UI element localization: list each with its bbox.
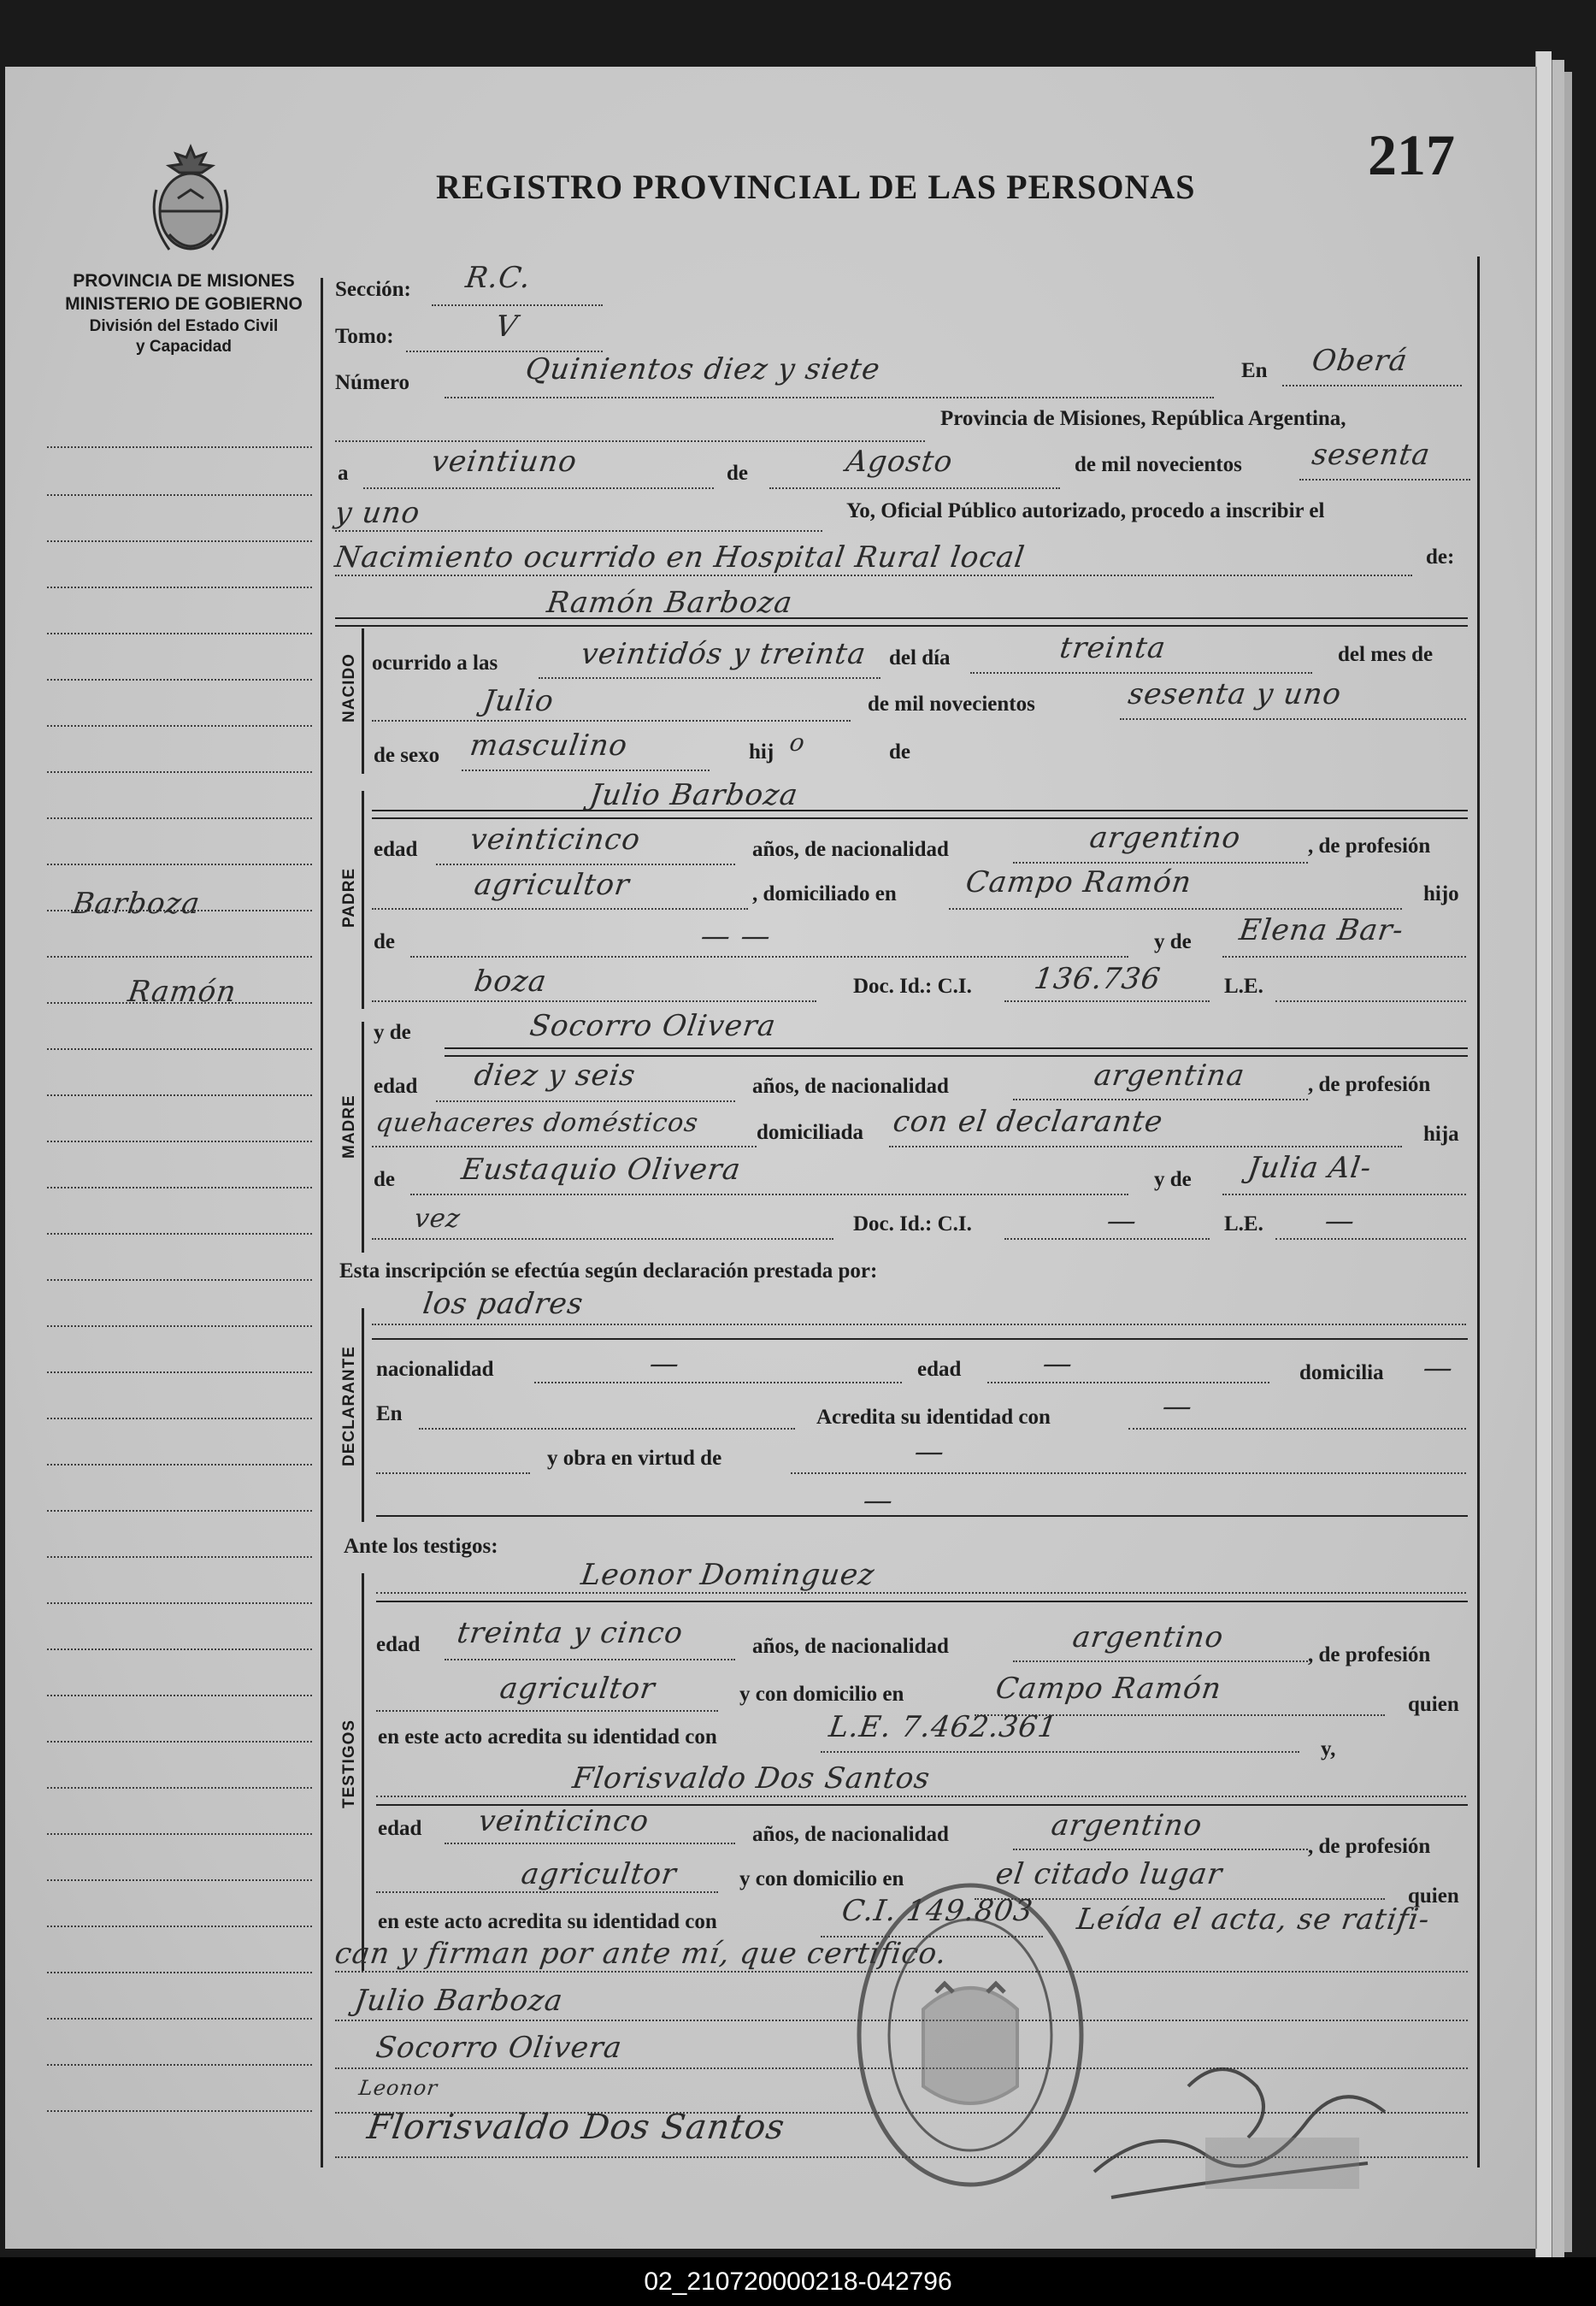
rule-madre bbox=[445, 1047, 1468, 1049]
rule-nombre bbox=[335, 617, 1468, 619]
label-t1-edad: edad bbox=[376, 1633, 421, 1656]
label-de-mil-novecientos: de mil novecientos bbox=[1075, 453, 1242, 476]
value-t2-prof: agricultor bbox=[519, 1857, 680, 1891]
value-dia: veintiuno bbox=[429, 445, 580, 479]
label-padre-le: L.E. bbox=[1224, 975, 1263, 998]
label-yo-oficial: Yo, Oficial Público autorizado, procedo a inscribir el bbox=[846, 499, 1325, 522]
label-t2-quien: quien bbox=[1408, 1884, 1459, 1908]
label-decl-nacionalidad: nacionalidad bbox=[376, 1358, 494, 1381]
line-anio-b bbox=[335, 530, 822, 532]
label-decl-en: En bbox=[376, 1402, 403, 1425]
line-madre-prof bbox=[372, 1146, 757, 1147]
label-numero: Número bbox=[335, 371, 410, 394]
form-right-border bbox=[1477, 257, 1480, 2167]
line-madre-madre bbox=[1222, 1194, 1466, 1195]
value-cierre: Leída el acta, se ratifi- bbox=[1075, 1902, 1433, 1937]
value-padre-madre-a: Elena Bar- bbox=[1237, 913, 1406, 947]
line-madre-madre-b bbox=[372, 1238, 833, 1240]
line-t2-nac bbox=[1013, 1849, 1308, 1850]
line-padre-ci bbox=[1004, 1000, 1210, 1002]
label-ocurrido: ocurrido a las bbox=[372, 652, 498, 675]
value-padre-dom: Campo Ramón bbox=[963, 865, 1194, 899]
label-padre-profesion: , de profesión bbox=[1308, 835, 1431, 858]
line-en bbox=[1282, 385, 1462, 386]
line-decl-obra bbox=[791, 1472, 1466, 1474]
page-number: 217 bbox=[1368, 122, 1455, 187]
signature-father: Julio Barboza bbox=[352, 1984, 566, 2018]
label-t1-y: y, bbox=[1321, 1737, 1336, 1760]
label-ante-testigos: Ante los testigos: bbox=[344, 1535, 498, 1558]
line-seccion bbox=[432, 304, 603, 306]
value-declarante: los padres bbox=[421, 1287, 586, 1321]
value-seccion: R.C. bbox=[463, 261, 533, 295]
ministry-name: MINISTERIO DE GOBIERNO bbox=[65, 294, 303, 315]
label-madre-de: de bbox=[374, 1168, 395, 1191]
ministry-header bbox=[43, 269, 325, 358]
line-decl-id bbox=[1128, 1428, 1466, 1430]
label-provincia: Provincia de Misiones, República Argentina, bbox=[940, 407, 1346, 430]
value-cierre2: can y firman por ante mí, que certifico. bbox=[333, 1937, 950, 1971]
line-padre-madre bbox=[1222, 956, 1466, 958]
line-madre-dom bbox=[889, 1146, 1402, 1147]
value-madre-madre-a: Julia Al- bbox=[1246, 1151, 1375, 1185]
value-t1-dom: Campo Ramón bbox=[993, 1672, 1224, 1706]
value-numero: Quinientos diez y siete bbox=[523, 352, 883, 386]
value-madre-le: — bbox=[1322, 1204, 1357, 1238]
line-testigo2 bbox=[376, 1796, 1466, 1797]
label-decl-edad: edad bbox=[917, 1358, 962, 1381]
value-padre-ci: 136.736 bbox=[1032, 962, 1163, 996]
line-t1-edad bbox=[445, 1659, 735, 1660]
label-de-2: de bbox=[889, 740, 910, 764]
value-t1-edad: treinta y cinco bbox=[455, 1616, 686, 1650]
line-dia bbox=[363, 487, 714, 489]
label-t2-profesion: , de profesión bbox=[1308, 1835, 1431, 1858]
line-numero bbox=[445, 397, 1214, 398]
rule-declarante bbox=[372, 1338, 1468, 1340]
section-madre: MADRE bbox=[340, 1094, 358, 1159]
label-t1-nacionalidad: años, de nacionalidad bbox=[752, 1635, 949, 1658]
value-madre-hija-de: Eustaquio Olivera bbox=[459, 1153, 744, 1187]
label-del-dia: del día bbox=[889, 646, 951, 669]
value-decl-dom: — bbox=[1421, 1351, 1456, 1385]
value-padre-edad: veinticinco bbox=[468, 823, 643, 857]
label-t1-quien: quien bbox=[1408, 1693, 1459, 1716]
label-t2-domicilio: y con domicilio en bbox=[739, 1867, 904, 1890]
rule-madre-2 bbox=[445, 1055, 1468, 1057]
line-mes-nac bbox=[372, 720, 851, 722]
rule-padre bbox=[372, 810, 1468, 811]
line-mes bbox=[769, 487, 1060, 489]
value-madre-prof: quehaceres domésticos bbox=[374, 1108, 701, 1138]
value-padre-nac: argentino bbox=[1087, 821, 1244, 855]
official-signature bbox=[1086, 2018, 1410, 2232]
value-t2-dom: el citado lugar bbox=[993, 1857, 1225, 1891]
value-anio-b: y uno bbox=[333, 496, 423, 530]
section-padre: PADRE bbox=[340, 867, 358, 928]
line-padre-madre-b bbox=[372, 1000, 816, 1002]
page-edge bbox=[1535, 51, 1552, 2257]
label-padre-domiciliado: , domiciliado en bbox=[752, 882, 897, 905]
value-testigo2: Florisvaldo Dos Santos bbox=[570, 1761, 933, 1796]
margin-given-name: Ramón bbox=[126, 975, 239, 1009]
value-hora: veintidós y treinta bbox=[579, 637, 869, 671]
value-madre-nombre: Socorro Olivera bbox=[527, 1009, 779, 1043]
label-t2-acredita: en este acto acredita su identidad con bbox=[378, 1910, 717, 1933]
file-id-footer: 02_210720000218-042796 bbox=[0, 2257, 1596, 2306]
label-esta-inscripcion: Esta inscripción se efectúa según declaración prestada por: bbox=[339, 1259, 878, 1283]
label-de-colon: de: bbox=[1426, 546, 1455, 569]
bracket-declarante bbox=[362, 1308, 364, 1522]
line-madre-hija-de bbox=[410, 1194, 1128, 1195]
ministry-capacity: y Capacidad bbox=[136, 338, 232, 357]
label-t1-acredita: en este acto acredita su identidad con bbox=[378, 1725, 717, 1749]
line-decl-en bbox=[419, 1428, 795, 1430]
value-madre-madre-b: vez bbox=[412, 1204, 462, 1234]
value-madre-ci: — bbox=[1104, 1204, 1140, 1238]
line-madre-le bbox=[1275, 1238, 1466, 1240]
line-t1-prof bbox=[376, 1710, 718, 1712]
value-padre-madre-b: boza bbox=[472, 964, 550, 999]
line-t1-id bbox=[821, 1751, 1299, 1753]
line-t1-nac bbox=[1013, 1660, 1308, 1662]
value-padre-nombre: Julio Barboza bbox=[587, 778, 801, 812]
label-t1-profesion: , de profesión bbox=[1308, 1643, 1431, 1666]
label-hijo: hijo bbox=[1423, 882, 1459, 905]
line-decl-blank bbox=[376, 1472, 530, 1474]
page-edge bbox=[1551, 60, 1564, 2257]
label-t1-domicilio: y con domicilio en bbox=[739, 1683, 904, 1706]
coat-of-arms-icon bbox=[144, 139, 238, 267]
value-madre-edad: diez y seis bbox=[472, 1059, 639, 1093]
line-padre-prof bbox=[372, 908, 748, 910]
line-declarante bbox=[372, 1324, 1466, 1325]
value-decl-extra: — bbox=[861, 1483, 896, 1518]
value-hij: o bbox=[787, 728, 808, 757]
label-madre-edad: edad bbox=[374, 1075, 418, 1098]
label-padre-nacionalidad: años, de nacionalidad bbox=[752, 838, 949, 861]
line-madre-ci bbox=[1004, 1238, 1210, 1240]
value-nombre: Ramón Barboza bbox=[545, 586, 795, 620]
label-madre-doc: Doc. Id.: C.I. bbox=[853, 1212, 972, 1236]
section-declarante: DECLARANTE bbox=[340, 1346, 358, 1466]
value-t2-edad: veinticinco bbox=[476, 1804, 651, 1838]
value-madre-nac: argentina bbox=[1092, 1059, 1247, 1093]
label-sexo: de sexo bbox=[374, 744, 440, 767]
label-hija: hija bbox=[1423, 1123, 1459, 1146]
label-de-mil-novecientos-2: de mil novecientos bbox=[868, 693, 1035, 716]
section-nacido: NACIDO bbox=[340, 653, 358, 722]
line-anio bbox=[1299, 479, 1470, 481]
line-t2-prof bbox=[376, 1891, 718, 1893]
value-mes-nac: Julio bbox=[480, 684, 557, 718]
ministry-province: PROVINCIA DE MISIONES bbox=[73, 271, 295, 291]
label-acredita: Acredita su identidad con bbox=[816, 1406, 1051, 1429]
label-seccion: Sección: bbox=[335, 278, 411, 301]
label-padre-y-de: y de bbox=[1154, 930, 1192, 953]
value-tomo: V bbox=[493, 310, 521, 344]
value-acto: Nacimiento ocurrido en Hospital Rural local bbox=[333, 540, 1028, 575]
label-de: de bbox=[727, 462, 748, 485]
line-madre-nac bbox=[1013, 1099, 1308, 1100]
bracket-testigos bbox=[362, 1573, 364, 1971]
page-title: REGISTRO PROVINCIAL DE LAS PERSONAS bbox=[436, 168, 1196, 206]
label-madre-profesion: , de profesión bbox=[1308, 1073, 1431, 1096]
line-blank bbox=[335, 440, 925, 442]
value-anio-nac: sesenta y uno bbox=[1126, 677, 1344, 711]
value-t1-id: L.E. 7.462.361 bbox=[827, 1710, 1060, 1744]
rule-padre-2 bbox=[372, 817, 1468, 819]
official-seal-stamp bbox=[842, 1864, 1107, 2215]
margin-surname: Barboza bbox=[70, 887, 203, 921]
line-padre-hijo-de bbox=[410, 956, 1128, 958]
value-anio-a: sesenta bbox=[1310, 438, 1433, 472]
line-anio-nac bbox=[1120, 718, 1466, 720]
line-padre-edad bbox=[436, 864, 735, 865]
line-dia-nac bbox=[970, 672, 1312, 674]
rule-testigo1 bbox=[376, 1601, 1468, 1602]
line-acto bbox=[335, 575, 1412, 576]
ministry-division: División del Estado Civil bbox=[89, 316, 279, 335]
value-t2-nac: argentino bbox=[1049, 1808, 1205, 1843]
value-sexo: masculino bbox=[468, 728, 630, 763]
label-tomo: Tomo: bbox=[335, 325, 394, 348]
section-testigos: TESTIGOS bbox=[340, 1719, 358, 1808]
line-padre-le bbox=[1275, 1000, 1466, 1002]
signature-mother: Socorro Olivera bbox=[374, 2031, 625, 2065]
value-decl-id: — bbox=[1160, 1389, 1195, 1424]
value-madre-dom: con el declarante bbox=[891, 1105, 1166, 1139]
line-padre-nac bbox=[1013, 862, 1308, 864]
label-madre-y-de: y de bbox=[374, 1021, 411, 1044]
label-domicilia: domicilia bbox=[1299, 1361, 1384, 1384]
signature-witness2: Florisvaldo Dos Santos bbox=[364, 2108, 788, 2147]
line-sexo bbox=[462, 770, 710, 771]
value-padre-prof: agricultor bbox=[472, 868, 633, 902]
value-testigo1: Leonor Dominguez bbox=[579, 1558, 877, 1592]
label-madre-domiciliada: domiciliada bbox=[757, 1121, 864, 1144]
label-t2-nacionalidad: años, de nacionalidad bbox=[752, 1823, 949, 1846]
label-t2-edad: edad bbox=[378, 1817, 422, 1840]
value-padre-hijo-de: — — bbox=[698, 919, 774, 953]
label-y-obra: y obra en virtud de bbox=[547, 1447, 722, 1470]
label-madre-y-de-2: y de bbox=[1154, 1168, 1192, 1191]
value-decl-obra: — bbox=[912, 1435, 947, 1469]
label-en: En bbox=[1241, 359, 1268, 382]
bracket-nacido bbox=[362, 628, 364, 774]
line-hora bbox=[539, 677, 880, 679]
line-testigo1 bbox=[376, 1592, 1466, 1594]
value-dia-nac: treinta bbox=[1057, 631, 1169, 665]
line-madre-edad bbox=[436, 1100, 735, 1102]
label-padre-edad: edad bbox=[374, 838, 418, 861]
signature-witness1: Leonor bbox=[357, 2076, 439, 2100]
label-del-mes: del mes de bbox=[1338, 643, 1434, 666]
label-a: a bbox=[338, 462, 349, 485]
label-padre-de: de bbox=[374, 930, 395, 953]
value-t2-id: C.I. 149.803 bbox=[839, 1894, 1036, 1928]
bracket-madre bbox=[362, 1022, 364, 1253]
label-padre-doc: Doc. Id.: C.I. bbox=[853, 975, 972, 998]
margin-divider bbox=[321, 278, 323, 2167]
value-lugar: Oberá bbox=[1310, 344, 1410, 378]
bracket-padre bbox=[362, 791, 364, 1009]
value-decl-edad: — bbox=[1040, 1347, 1075, 1381]
rule-decl-end bbox=[376, 1515, 1468, 1517]
label-madre-le: L.E. bbox=[1224, 1212, 1263, 1236]
value-decl-nac: — bbox=[647, 1347, 682, 1381]
label-hij: hij bbox=[749, 740, 774, 764]
value-mes: Agosto bbox=[844, 445, 956, 479]
value-t1-nac: argentino bbox=[1070, 1620, 1227, 1654]
value-t1-prof: agricultor bbox=[498, 1672, 658, 1706]
rule-nombre-2 bbox=[335, 625, 1468, 627]
label-madre-nacionalidad: años, de nacionalidad bbox=[752, 1075, 949, 1098]
line-decl-edad bbox=[987, 1382, 1269, 1383]
line-padre-dom bbox=[949, 908, 1402, 910]
line-decl-nac bbox=[534, 1382, 902, 1383]
line-t2-edad bbox=[445, 1843, 735, 1844]
